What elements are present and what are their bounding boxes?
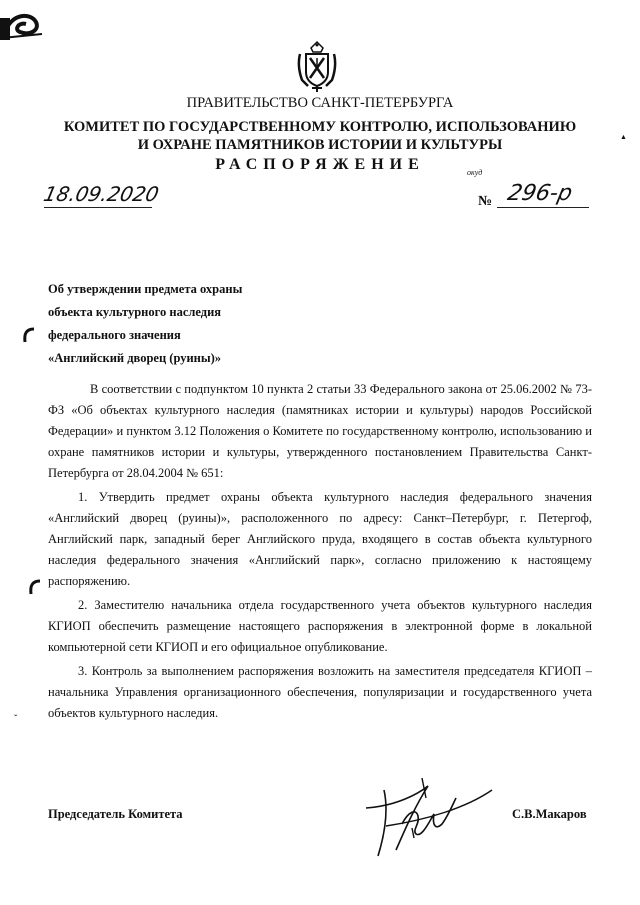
clause-3: 3. Контроль за выполнением распоряжения возложить на заместителя председателя КГИОП – начальника Управления организационного обеспечения, популяризации и государственного учета объектов культурного наследия. <box>48 664 592 720</box>
okud-label: окуд <box>467 168 483 177</box>
subject-line: федерального значения <box>48 328 181 342</box>
order-body <box>48 379 592 727</box>
committee-title-line2: И ОХРАНЕ ПАМЯТНИКОВ ИСТОРИИ И КУЛЬТУРЫ <box>137 137 503 153</box>
order-subject <box>48 278 242 370</box>
corner-scribble-icon <box>0 8 44 42</box>
signer-name: С.В.Макаров <box>512 807 587 821</box>
margin-tick-icon: ˇ <box>14 714 18 725</box>
margin-mark-icon <box>28 578 42 596</box>
subject-line: «Английский дворец (руины)» <box>48 351 222 365</box>
preamble-paragraph: В соответствии с подпунктом 10 пункта 2 статьи 33 Федерального закона от 25.06.2002 № 73-ФЗ «Об объектах культурного наследия (памятниках истории и культуры) народов Российской Федерации» и пунктом 3.12 Положения о Комитете по государственному контролю, использованию и охране памятников истории и культуры, утвержденного постановлением Правительства Санкт-Петербурга от 28.04.2004 № 651: <box>48 382 592 480</box>
government-title: ПРАВИТЕЛЬСТВО САНКТ-ПЕТЕРБУРГА <box>186 95 454 111</box>
signer-title: Председатель Комитета <box>48 807 183 821</box>
order-date: 18.09.2020 <box>41 182 162 206</box>
clause-2: 2. Заместителю начальника отдела государственного учета объектов культурного наследия КГИОП обеспечить размещение настоящего распоряжения в электронной форме в локальной компьютерной сети КГИОП и его официальное опубликование. <box>48 598 592 654</box>
corner-mark-icon: ▲ <box>620 133 627 141</box>
date-underline <box>44 207 152 208</box>
document-type-title: РАСПОРЯЖЕНИЕ <box>215 156 425 173</box>
clause-1: 1. Утвердить предмет охраны объекта культурного наследия федерального значения «Английский дворец (руины)», расположенного по адресу: Санкт–Петербург, г. Петергоф, Английский парк, западный берег Английского пруда, входящего в состав объекта культурного наследия федерального значения «Английский парк», согласно приложению к настоящему распоряжению. <box>48 490 592 588</box>
coat-of-arms-emblem-icon <box>294 40 340 92</box>
subject-line: объекта культурного наследия <box>48 305 222 319</box>
order-number: 296-р <box>505 181 575 206</box>
committee-title <box>0 118 640 154</box>
number-underline <box>497 207 589 208</box>
signature-icon <box>356 768 496 868</box>
order-number-label: № <box>478 194 493 209</box>
committee-title-line1: КОМИТЕТ ПО ГОСУДАРСТВЕННОМУ КОНТРОЛЮ, ИСПОЛЬЗОВАНИЮ <box>63 119 577 135</box>
margin-mark-icon <box>22 326 36 344</box>
subject-line: Об утверждении предмета охраны <box>48 282 243 296</box>
